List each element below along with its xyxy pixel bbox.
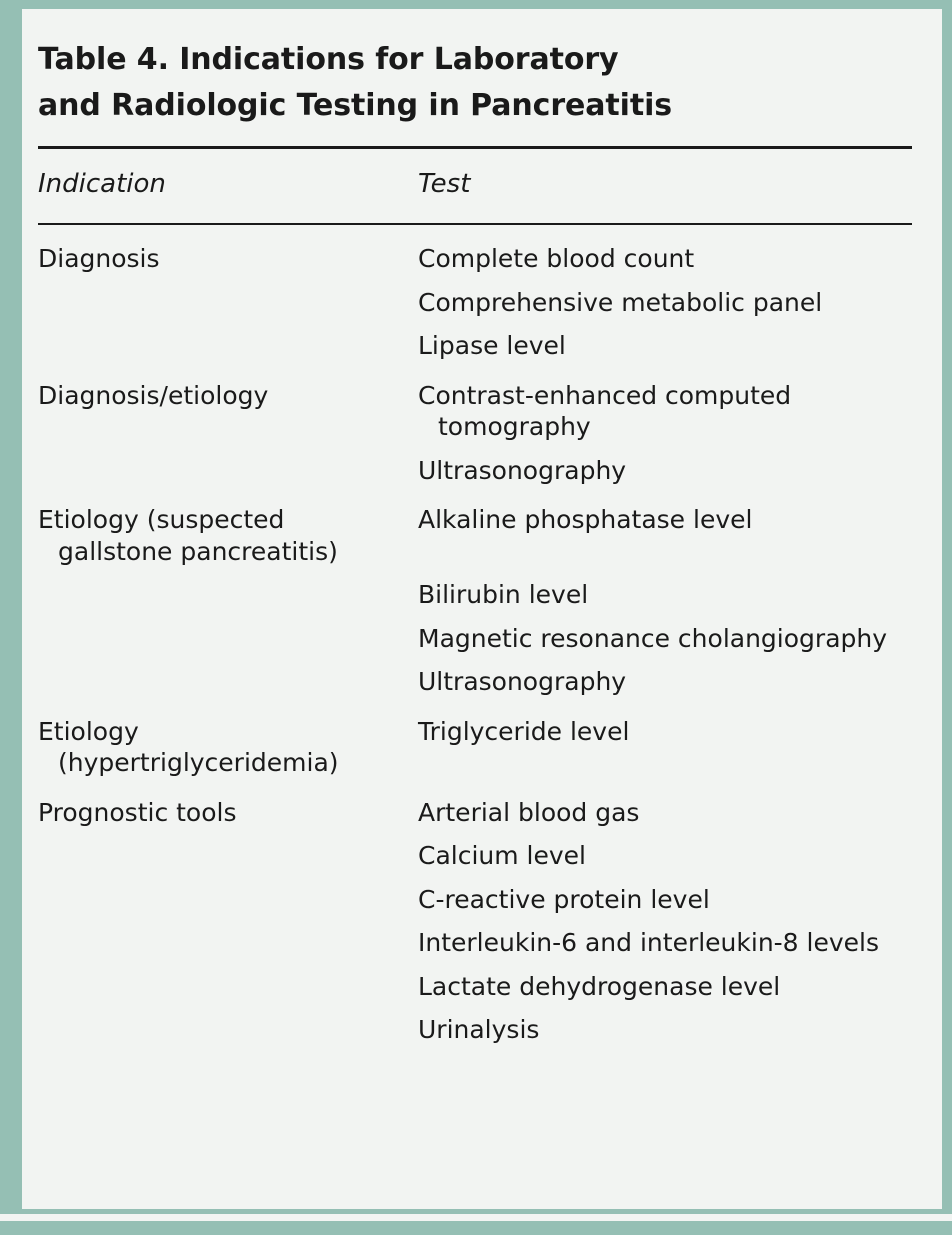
cell-indication	[38, 959, 418, 1003]
cell-indication: Etiology (hypertriglyceridemia)	[38, 716, 339, 778]
cell-test: Lipase level	[418, 331, 566, 361]
table-row	[38, 443, 912, 487]
table-body	[38, 225, 912, 1046]
table-row	[38, 872, 912, 916]
cell-indication	[38, 915, 418, 959]
cell-test: Ultrasonography	[418, 667, 627, 697]
table-header-row	[38, 149, 912, 213]
cell-test: Bilirubin level	[418, 580, 589, 610]
top-accent-bar	[0, 0, 952, 9]
cell-test: Complete blood count	[418, 244, 695, 274]
cell-indication	[38, 567, 418, 611]
cell-test: C-reactive protein level	[418, 884, 710, 914]
table-head	[38, 149, 912, 213]
table-row	[38, 915, 912, 959]
cell-test: Ultrasonography	[418, 455, 627, 485]
table-row	[38, 828, 912, 872]
cell-test: Lactate dehydrogenase level	[418, 971, 781, 1001]
table-row	[38, 1002, 912, 1046]
table-row	[38, 486, 912, 567]
cell-test: Magnetic resonance cholangiography	[418, 623, 888, 653]
cell-indication	[38, 872, 418, 916]
table-row	[38, 275, 912, 319]
cell-indication	[38, 275, 418, 319]
table-title-line-2: and Radiologic Testing in Pancreatitis	[38, 87, 673, 123]
cell-indication	[38, 654, 418, 698]
right-accent-bar	[942, 0, 952, 1235]
cell-indication	[38, 443, 418, 487]
table-row	[38, 959, 912, 1003]
table-row	[38, 698, 912, 779]
cell-indication: Diagnosis	[38, 244, 160, 274]
cell-test: Contrast-enhanced computed tomography	[418, 380, 792, 442]
table-content	[22, 9, 942, 1209]
cell-indication	[38, 1002, 418, 1046]
cell-indication	[38, 828, 418, 872]
cell-test: Alkaline phosphatase level	[418, 505, 753, 535]
table-title	[38, 9, 912, 128]
bottom-accent-divider	[0, 1214, 952, 1221]
indications-table-body	[38, 225, 912, 1046]
cell-indication: Diagnosis/etiology	[38, 380, 269, 410]
cell-test: Urinalysis	[418, 1015, 540, 1045]
table-row	[38, 611, 912, 655]
table-row	[38, 362, 912, 443]
cell-indication: Prognostic tools	[38, 797, 237, 827]
column-header-test: Test	[418, 169, 471, 200]
left-accent-bar	[0, 0, 22, 1235]
cell-test: Arterial blood gas	[418, 797, 640, 827]
cell-indication	[38, 611, 418, 655]
cell-indication: Etiology (suspected gallstone pancreatitis)	[38, 505, 338, 566]
cell-test: Comprehensive metabolic panel	[418, 287, 823, 317]
bottom-accent-bar	[0, 1209, 952, 1235]
table-title-line-1: Table 4. Indications for Laboratory	[38, 42, 619, 77]
cell-test: Triglyceride level	[418, 716, 630, 746]
table-row	[38, 654, 912, 698]
table-row	[38, 567, 912, 611]
indications-table	[38, 149, 912, 213]
cell-indication	[38, 318, 418, 362]
table-row	[38, 318, 912, 362]
cell-test: Calcium level	[418, 841, 587, 871]
table-row	[38, 225, 912, 275]
cell-test: Interleukin-6 and interleukin-8 levels	[418, 928, 880, 958]
table-row	[38, 779, 912, 829]
column-header-indication: Indication	[38, 169, 166, 200]
